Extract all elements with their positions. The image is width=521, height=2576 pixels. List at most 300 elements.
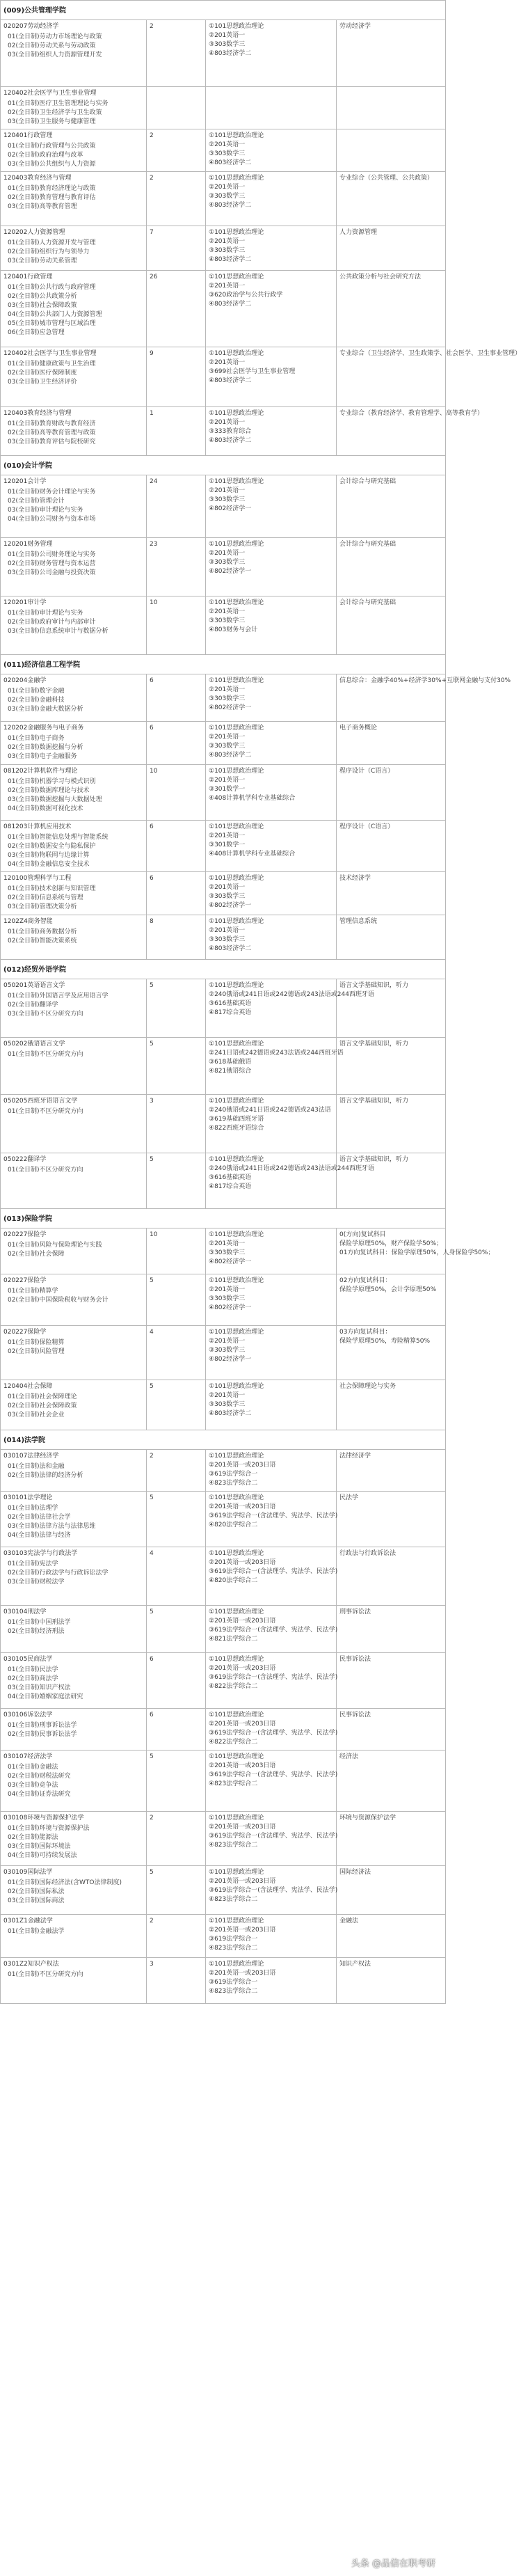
retest-remark: [337, 1812, 446, 1866]
exam-subject: ④803经济学二: [209, 752, 252, 759]
research-direction: 03(全日制)不区分研究方向: [8, 1011, 83, 1018]
exam-subject: ④408计算机学科专业基础综合: [209, 851, 296, 858]
research-direction: 02(全日制)国际私法: [8, 1888, 65, 1895]
exam-subject: ③619法学综合一(含法理学、宪法学、民法学): [209, 1674, 338, 1681]
major-cell: [1, 1492, 147, 1547]
research-direction: 01(全日制)环境与资源保护法: [8, 1825, 90, 1832]
major-cell: [1, 872, 147, 915]
exam-subject: ③303数学三: [209, 1401, 246, 1408]
remark-line: 专业综合（卫生经济学、卫生政策学、社会医学、卫生事业管理）: [339, 350, 521, 357]
exam-subject: ①101思想政治理论: [209, 132, 264, 139]
retest-remark: [337, 722, 446, 765]
exam-subject: ④803经济学二: [209, 1410, 252, 1417]
major-cell: [1, 407, 147, 456]
college-header-row: [1, 655, 446, 674]
major-cell: [1, 1095, 147, 1153]
enrollment-count: 6: [147, 1653, 206, 1709]
research-direction: 02(全日制)社会保障: [8, 1251, 65, 1258]
remark-line: 03方向复试科目：: [339, 1329, 392, 1336]
enrollment-count: 4: [147, 1326, 206, 1380]
research-direction: 03(全日制)管理决策分析: [8, 903, 77, 910]
exam-subject: ①101思想政治理论: [209, 1869, 264, 1876]
research-direction: 02(全日制)经济刑法: [8, 1628, 65, 1635]
major-row: [1, 1095, 446, 1153]
remark-line: 保险学原理50%，财产保险学50%；: [339, 1240, 443, 1247]
major-name: 030108环境与资源保护法学: [3, 1815, 84, 1822]
exam-subjects: [206, 475, 337, 538]
college-header-row: [1, 456, 446, 475]
exam-subject: ①101思想政治理论: [209, 875, 264, 882]
enrollment-count: 7: [147, 226, 206, 271]
exam-subject: ①101思想政治理论: [209, 478, 264, 485]
exam-subject: ②201英语一: [209, 927, 246, 934]
exam-subject: ②201英语一或203日语: [209, 1618, 276, 1625]
major-name: 030107法律经济学: [3, 1453, 59, 1460]
major-cell: [1, 129, 147, 172]
research-direction: 02(全日制)风险管理: [8, 1348, 65, 1355]
exam-subject: ④822法学综合二: [209, 1683, 258, 1690]
exam-subject: ③619法学综合一: [209, 1936, 258, 1943]
exam-subject: ③619基础西班牙语: [209, 1116, 264, 1123]
enrollment-count: 8: [147, 915, 206, 960]
major-cell: [1, 1751, 147, 1812]
major-name: 0301Z1金融法学: [3, 1918, 53, 1925]
major-name: 030106诉讼法学: [3, 1712, 53, 1718]
exam-subject: ②201英语一: [209, 141, 246, 148]
retest-remark: [337, 674, 511, 722]
research-direction: 04(全日制)数据可视化技术: [8, 805, 83, 812]
exam-subject: ①101思想政治理论: [209, 823, 264, 830]
exam-subjects: [206, 226, 337, 271]
major-name: 0301Z2知识产权法: [3, 1961, 59, 1968]
exam-subject: ②201英语一或203日语: [209, 1878, 276, 1885]
exam-subject: ③303数学三: [209, 496, 246, 503]
exam-subjects: [206, 1380, 337, 1430]
exam-subject: ③303数学三: [209, 936, 246, 943]
research-direction: 04(全日制)公共部门人力资源管理: [8, 311, 102, 318]
research-direction: 02(全日制)社会保障政策: [8, 1402, 77, 1409]
remark-line: 行政法与行政诉讼法: [339, 1550, 396, 1557]
research-direction: 03(全日制)社会保障政策: [8, 302, 77, 309]
exam-subject: ②201英语一或203日语: [209, 1970, 276, 1977]
exam-subject: ③699社会医学与卫生事业管理: [209, 368, 296, 375]
retest-remark: [337, 596, 446, 655]
major-name: 020204金融学: [3, 677, 47, 684]
research-direction: 02(全日制)金融科技: [8, 697, 65, 704]
exam-subject: ③303数学三: [209, 247, 246, 254]
retest-remark: [337, 1450, 446, 1492]
exam-subjects: [206, 129, 337, 172]
research-direction: 02(全日制)卫生经济学与卫生政策: [8, 109, 102, 116]
exam-subjects: [206, 1812, 337, 1866]
exam-subject: ②201英语一或203日语: [209, 1762, 276, 1769]
research-direction: 04(全日制)婚姻家庭法研究: [8, 1693, 83, 1700]
major-cell: [1, 20, 147, 87]
major-row: [1, 475, 446, 538]
research-direction: 02(全日制)法律的经济分析: [8, 1472, 83, 1479]
exam-subject: ④820法学综合二: [209, 1577, 258, 1584]
exam-subject: ④823法学综合二: [209, 1945, 258, 1952]
research-direction: 01(全日制)劳动力市场理论与政策: [8, 33, 102, 40]
research-direction: 01(全日制)公司财务理论与实务: [8, 551, 96, 558]
research-direction: 02(全日制)数据安全与隐私保护: [8, 843, 96, 850]
major-row: [1, 1606, 446, 1653]
exam-subject: ①101思想政治理论: [209, 23, 264, 30]
major-name: 030107经济法学: [3, 1753, 53, 1760]
major-row: [1, 1751, 446, 1812]
college-name: (012)经贸外语学院: [1, 960, 446, 979]
retest-remark: [337, 271, 446, 347]
research-direction: 03(全日制)卫生服务与健康管理: [8, 118, 96, 125]
major-row: [1, 87, 446, 129]
major-name: 120201财务管理: [3, 541, 53, 548]
research-direction: 02(全日制)翻译学: [8, 1002, 58, 1009]
exam-subjects: [206, 872, 337, 915]
exam-subject: ②240俄语或241日语或242德语或243法语或244西班牙语: [209, 991, 374, 998]
exam-subject: ②201英语一或203日语: [209, 1824, 276, 1831]
retest-remark: [337, 1866, 446, 1915]
exam-subject: ③303数学三: [209, 559, 246, 566]
major-cell: [1, 1450, 147, 1492]
major-cell: [1, 226, 147, 271]
major-name: 120401行政管理: [3, 132, 53, 139]
major-cell: [1, 1274, 147, 1326]
exam-subject: ③303数学三: [209, 695, 246, 702]
retest-remark: [337, 226, 446, 271]
research-direction: 01(全日制)行政管理与公共政策: [8, 143, 96, 150]
retest-remark: [337, 872, 446, 915]
exam-subjects: [206, 765, 337, 821]
research-direction: 01(全日制)不区分研究方向: [8, 1971, 83, 1978]
research-direction: 01(全日制)数字金融: [8, 688, 65, 695]
research-direction: 01(全日制)法理学: [8, 1505, 58, 1512]
major-cell: [1, 87, 147, 129]
research-direction: 02(全日制)财务管理与资本运营: [8, 560, 96, 567]
enrollment-count: 5: [147, 1492, 206, 1547]
major-name: 030109国际法学: [3, 1869, 53, 1876]
exam-subject: ④802经济学一: [209, 1304, 252, 1311]
major-cell: [1, 722, 147, 765]
research-direction: 01(全日制)刑事诉讼法学: [8, 1722, 77, 1729]
exam-subject: ③619法学综合一(含法理学、宪法学、民法学): [209, 1771, 338, 1778]
exam-subject: ②201英语一或203日语: [209, 1559, 276, 1566]
major-name: 1202Z4商务智能: [3, 918, 53, 925]
exam-subject: ①101思想政治理论: [209, 918, 264, 925]
major-name: 030101法学理论: [3, 1494, 53, 1501]
retest-remark: [337, 1958, 446, 2004]
major-row: [1, 674, 446, 722]
exam-subject: ①101思想政治理论: [209, 1156, 264, 1163]
exam-subject: ①101思想政治理论: [209, 1961, 264, 1968]
research-direction: 03(全日制)国际商法: [8, 1897, 65, 1904]
exam-subject: ①101思想政治理论: [209, 1815, 264, 1822]
exam-subjects: [206, 87, 337, 129]
major-cell: [1, 979, 147, 1038]
exam-subjects: [206, 1606, 337, 1653]
major-cell: [1, 1653, 147, 1709]
research-direction: 04(全日制)可持续发展法: [8, 1852, 77, 1859]
enrollment-count: 2: [147, 129, 206, 172]
remark-line: 民法学: [339, 1494, 359, 1501]
major-row: [1, 1326, 446, 1380]
major-name: 120404社会保障: [3, 1383, 53, 1390]
exam-subject: ②201英语一: [209, 283, 246, 290]
exam-subject: ①101思想政治理论: [209, 1041, 264, 1048]
remark-line: 会计综合与研究基础: [339, 541, 396, 548]
research-direction: 01(全日制)电子商务: [8, 735, 65, 742]
enrollment-count: 26: [147, 271, 206, 347]
exam-subject: ③303数学三: [209, 893, 246, 900]
retest-remark: [337, 475, 446, 538]
research-direction: 01(全日制)不区分研究方向: [8, 1051, 83, 1058]
remark-line: 民事诉讼法: [339, 1712, 371, 1718]
exam-subjects: [206, 1038, 344, 1095]
research-direction: 01(全日制)不区分研究方向: [8, 1108, 83, 1115]
exam-subject: ③619法学综合一(含法理学、宪法学、民法学): [209, 1730, 338, 1737]
enrollment-count: 6: [147, 821, 206, 872]
exam-subject: ④803经济学二: [209, 159, 252, 166]
major-name: 050202俄语语言文学: [3, 1041, 65, 1048]
research-direction: 02(全日制)数据挖掘与分析: [8, 744, 83, 751]
exam-subject: ①101思想政治理论: [209, 229, 264, 236]
exam-subject: ③303数学三: [209, 1249, 246, 1256]
major-name: 120403教育经济与管理: [3, 410, 72, 417]
exam-subjects: [206, 538, 337, 596]
major-name: 020227保险学: [3, 1231, 47, 1238]
remark-line: 语言文学基础知识，听力: [339, 1041, 409, 1048]
exam-subjects: [206, 722, 337, 765]
exam-subject: ②201英语一: [209, 832, 246, 839]
retest-remark: [337, 1492, 446, 1547]
research-direction: 01(全日制)风险与保险理论与实践: [8, 1242, 102, 1249]
retest-remark: [337, 1153, 446, 1209]
remark-line: 经济法: [339, 1753, 359, 1760]
exam-subject: ③303数学三: [209, 743, 246, 750]
research-direction: 03(全日制)组织人力资源管理开发: [8, 52, 102, 58]
exam-subject: ④823法学综合二: [209, 1480, 258, 1487]
remark-line: 0(方向)复试科目: [339, 1231, 386, 1238]
enrollment-count: 5: [147, 1038, 206, 1095]
research-direction: 01(全日制)不区分研究方向: [8, 1167, 83, 1174]
major-name: 030105民商法学: [3, 1656, 53, 1663]
exam-subject: ①101思想政治理论: [209, 410, 264, 417]
major-cell: [1, 1915, 147, 1958]
research-direction: 03(全日制)公共组织与人力资源: [8, 161, 96, 168]
research-direction: 03(全日制)教育评估与院校研究: [8, 438, 96, 445]
research-direction: 04(全日制)公司财务与资本市场: [8, 516, 96, 523]
research-direction: 02(全日制)商法学: [8, 1675, 58, 1682]
exam-subject: ④803经济学二: [209, 301, 252, 308]
remark-line: 专业综合（公共管理、公共政策）: [339, 175, 434, 182]
major-name: 120202金融服务与电子商务: [3, 725, 84, 732]
major-row: [1, 1812, 446, 1866]
research-direction: 01(全日制)外国语言学及应用语言学: [8, 993, 109, 999]
major-row: [1, 1228, 446, 1274]
research-direction: 03(全日制)金融大数据分析: [8, 706, 83, 713]
enrollment-count: 3: [147, 1958, 206, 2004]
exam-subjects: [206, 172, 337, 226]
research-direction: 03(全日制)劳动关系管理: [8, 258, 77, 264]
exam-subject: ①101思想政治理论: [209, 1329, 264, 1336]
exam-subject: ③616基础英语: [209, 1000, 252, 1007]
enrollment-count: 2: [147, 1812, 206, 1866]
research-direction: 02(全日制)管理会计: [8, 498, 65, 505]
major-name: 050222翻译学: [3, 1156, 47, 1163]
major-cell: [1, 596, 147, 655]
major-row: [1, 1492, 446, 1547]
retest-remark: [337, 20, 446, 87]
major-cell: [1, 1380, 147, 1430]
exam-subject: ④802经济学一: [209, 568, 252, 575]
retest-remark: [337, 1274, 446, 1326]
enrollment-count: 4: [147, 1547, 206, 1606]
exam-subject: ②201英语一或203日语: [209, 1665, 276, 1672]
research-direction: 01(全日制)财务会计理论与实务: [8, 489, 96, 496]
exam-subject: ④803经济学二: [209, 437, 252, 444]
research-direction: 03(全日制)公司金融与投资决策: [8, 569, 96, 576]
major-name: 120100管理科学与工程: [3, 875, 72, 882]
exam-subjects: [206, 1095, 337, 1153]
exam-subject: ③303数学三: [209, 41, 246, 48]
major-cell: [1, 821, 147, 872]
exam-subject: ④802经济学一: [209, 902, 252, 909]
research-direction: 01(全日制)教育经济理论与政策: [8, 185, 96, 192]
major-row: [1, 172, 446, 226]
exam-subject: ②240俄语或241日语或242德语或243法语或244西班牙语: [209, 1165, 374, 1172]
major-name: 120402社会医学与卫生事业管理: [3, 90, 97, 97]
major-cell: [1, 1153, 147, 1209]
remark-line: 02方向复试科目：: [339, 1277, 392, 1284]
exam-subject: ③619法学综合一: [209, 1471, 258, 1478]
research-direction: 02(全日制)劳动关系与劳动政策: [8, 42, 96, 49]
major-name: 020227保险学: [3, 1329, 47, 1336]
major-row: [1, 1038, 446, 1095]
research-direction: 01(全日制)医疗卫生管理理论与实务: [8, 100, 109, 107]
exam-subject: ①101思想政治理论: [209, 768, 264, 775]
exam-subject: ④408计算机学科专业基础综合: [209, 795, 296, 802]
major-row: [1, 596, 446, 655]
exam-subject: ③303数学三: [209, 1295, 246, 1302]
exam-subject: ①101思想政治理论: [209, 175, 264, 182]
exam-subjects: [206, 1492, 337, 1547]
exam-subject: ④823法学综合二: [209, 1780, 258, 1787]
major-row: [1, 1709, 446, 1751]
remark-line: 人力资源管理: [339, 229, 378, 236]
enrollment-count: 23: [147, 538, 206, 596]
exam-subject: ④817综合英语: [209, 1009, 252, 1016]
major-row: [1, 1450, 446, 1492]
major-cell: [1, 1228, 147, 1274]
major-name: 120401行政管理: [3, 274, 53, 280]
retest-remark: [337, 1709, 446, 1751]
research-direction: 01(全日制)宪法学: [8, 1560, 58, 1567]
major-row: [1, 979, 446, 1038]
research-direction: 01(全日制)教育财政与教育经济: [8, 420, 96, 427]
remark-line: 程序设计（C语言）: [339, 823, 394, 830]
remark-line: 管理信息系统: [339, 918, 378, 925]
exam-subject: ①101思想政治理论: [209, 350, 264, 357]
exam-subjects: [206, 1751, 337, 1812]
college-name: (013)保险学院: [1, 1209, 446, 1228]
major-cell: [1, 915, 147, 960]
remark-line: 刑事诉讼法: [339, 1609, 371, 1615]
research-direction: 02(全日制)财税法研究: [8, 1773, 71, 1780]
major-row: [1, 129, 446, 172]
exam-subject: ③301数学一: [209, 786, 246, 793]
exam-subject: ②201英语一: [209, 777, 246, 784]
college-name: (010)会计学院: [1, 456, 446, 475]
enrollment-count: 1: [147, 407, 206, 456]
remark-line: 社会保障理论与实务: [339, 1383, 396, 1390]
major-cell: [1, 1958, 147, 2004]
exam-subject: ②201英语一或203日语: [209, 1503, 276, 1510]
exam-subject: ③619法学综合一(含法理学、宪法学、民法学): [209, 1833, 338, 1840]
remark-line: 程序设计（C语言）: [339, 768, 394, 775]
watermark-text: 头条 @品信在职考研: [351, 2559, 435, 2569]
enrollment-count: 5: [147, 1274, 206, 1326]
exam-subjects: [206, 674, 337, 722]
remark-line: 会计综合与研究基础: [339, 599, 396, 606]
exam-subject: ①101思想政治理论: [209, 1656, 264, 1663]
exam-subject: ③616基础英语: [209, 1174, 252, 1181]
exam-subject: ①101思想政治理论: [209, 1753, 264, 1760]
enrollment-count: 2: [147, 1450, 206, 1492]
research-direction: 03(全日制)卫生经济评价: [8, 379, 77, 386]
research-direction: 02(全日制)政府审计与内部审计: [8, 619, 96, 626]
exam-subject: ②201英语一: [209, 1286, 246, 1293]
remark-line: 语言文学基础知识，听力: [339, 982, 409, 989]
major-cell: [1, 347, 147, 407]
enrollment-count: 10: [147, 1228, 206, 1274]
research-direction: 02(全日制)行政法学与行政诉讼法学: [8, 1570, 109, 1577]
enrollment-count: 9: [147, 347, 206, 407]
research-direction: 01(全日制)社会保障理论: [8, 1393, 77, 1400]
research-direction: 02(全日制)数据库理论与技术: [8, 787, 90, 794]
exam-subject: ①101思想政治理论: [209, 1098, 264, 1105]
exam-subject: ①101思想政治理论: [209, 725, 264, 732]
retest-remark: [337, 1751, 446, 1812]
college-name: (009)公共管理学院: [1, 1, 446, 20]
exam-subject: ④821俄语综合: [209, 1068, 252, 1075]
retest-remark: [337, 87, 446, 129]
major-cell: [1, 1812, 147, 1866]
exam-subjects: [206, 1274, 337, 1326]
enrollment-count: 5: [147, 1751, 206, 1812]
enrollment-count: 2: [147, 172, 206, 226]
research-direction: 03(全日制)电子金融服务: [8, 753, 77, 760]
research-direction: 03(全日制)数据挖掘与大数据处理: [8, 796, 102, 803]
college-header-row: [1, 960, 446, 979]
exam-subject: ④817综合英语: [209, 1183, 252, 1190]
research-direction: 02(全日制)法律社会学: [8, 1514, 71, 1521]
major-cell: [1, 475, 147, 538]
exam-subjects: [206, 1653, 337, 1709]
exam-subjects: [206, 1709, 337, 1751]
exam-subject: ③303数学三: [209, 150, 246, 157]
college-header-row: [1, 1209, 446, 1228]
research-direction: 01(全日制)民法学: [8, 1666, 58, 1673]
retest-remark: [337, 172, 446, 226]
exam-subjects: [206, 821, 337, 872]
exam-subject: ④803经济学二: [209, 377, 252, 384]
major-row: [1, 1866, 446, 1915]
exam-subject: ④802经济学一: [209, 1356, 252, 1363]
exam-subject: ②201英语一: [209, 550, 246, 557]
major-cell: [1, 538, 147, 596]
retest-remark: [337, 1326, 446, 1380]
enrollment-count: 3: [147, 1095, 206, 1153]
enrollment-count: 5: [147, 1380, 206, 1430]
